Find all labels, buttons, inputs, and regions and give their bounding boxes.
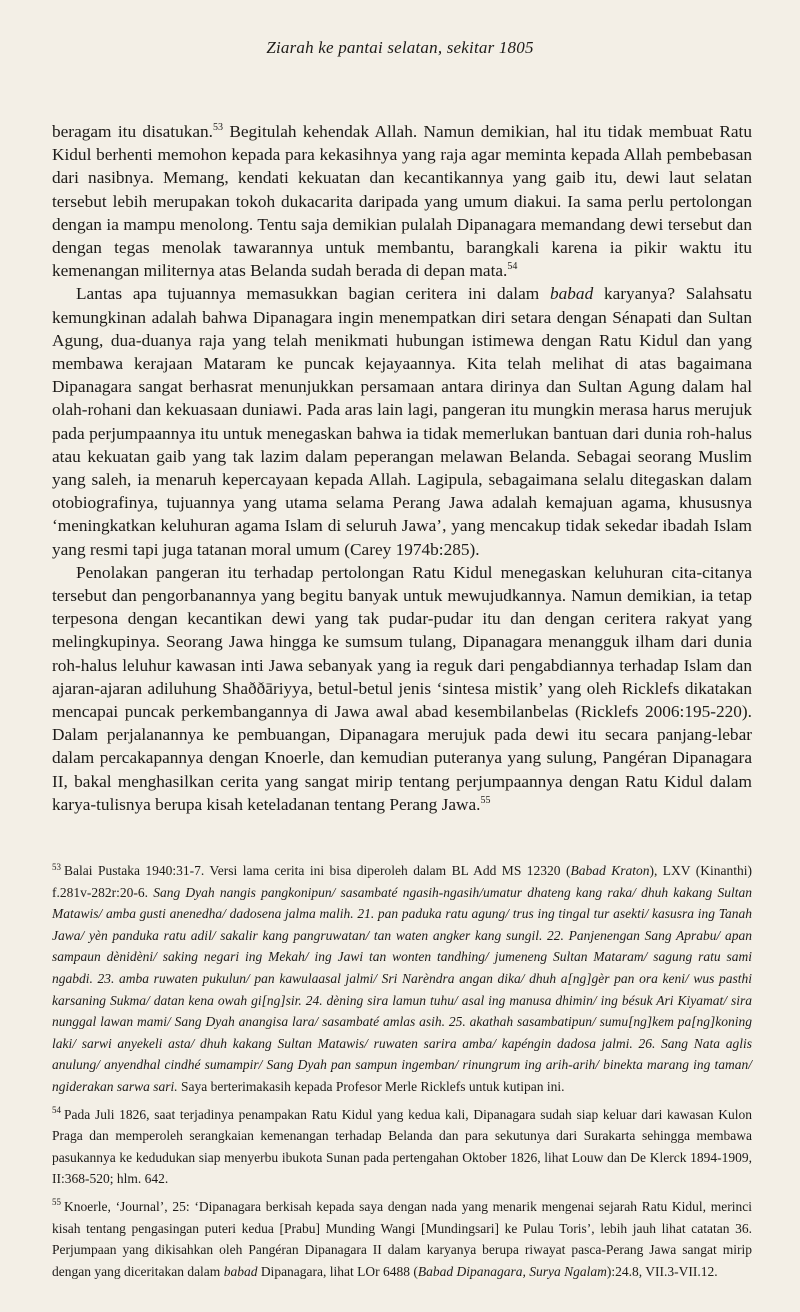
- text-run: Dipanagara, lihat LOr 6488 (: [257, 1263, 418, 1279]
- footnote: [52, 860, 752, 1098]
- footnote-ref: 54: [507, 261, 518, 273]
- paragraph: [52, 561, 752, 816]
- footnote: [52, 1104, 752, 1190]
- text-run: beragam itu disatukan.: [52, 122, 213, 141]
- footnote-number: 53: [52, 861, 61, 872]
- paragraph: [52, 120, 752, 282]
- paragraph: [52, 282, 752, 560]
- text-run: Begitulah kehendak Allah. Namun demikian, hal itu tidak membuat Ratu Kidul berhenti memohon kepada para kekasihnya yang raja agar meminta kepada Allah pembebasan dari nasibnya. Memang, kendati kekuatan dan kecantikannya yang gaib itu, dewi laut selatan tersebut lebih merupakan tokoh dukacarita daripada yang umum diakui. Ia sama perlu pertolongan dengan ia mampu menolong. Tentu saja demikian pulalah Dipanagara memandang dewi tersebut dan dengan tegas menolak tawarannya untuk membantu, barangkali karena ia pikir waktu itu kemenangan militernya atas Belanda sudah berada di depan mata.: [52, 122, 752, 281]
- footnote: [52, 1196, 752, 1282]
- text-run: Knoerle, ‘Journal’, 25: ‘Dipanagara berkisah kepada saya dengan nada yang menarik mengenai sejarah Ratu Kidul, merinci kisah tentang pengasingan puteri kedua [Prabu] Munding Wangi [Mundingsari] ke Pulau Toris’, lebih jauh lihat catatan 36. Perjumpaan yang dikisahkan oleh Pangéran Dipanagara II dalam karyanya berupa riwayat pasca-Perang Jawa sangat mirip dengan yang diceritakan dalam: [52, 1198, 752, 1279]
- running-head: Ziarah ke pantai selatan, sekitar 1805: [266, 38, 534, 57]
- body-text: [52, 120, 752, 816]
- italic-text: babad: [550, 284, 594, 304]
- footnote-number: 55: [52, 1197, 61, 1208]
- text-run: Balai Pustaka 1940:31-7. Versi lama cerita ini bisa diperoleh dalam BL Add MS 12320 (: [64, 863, 571, 878]
- text-run: ):24.8, VII.3-VII.12.: [606, 1263, 718, 1279]
- italic-text: Babad Kraton: [570, 863, 650, 878]
- italic-text: Babad Dipanagara, Surya Ngalam: [417, 1263, 607, 1279]
- italic-text: babad: [223, 1263, 258, 1279]
- italic-text: Sang Dyah nangis pangkonipun/ sasambaté ngasih-ngasih/umatur dhateng kang raka/ dhuh kakang Sultan Matawis/ amba gusti anenedha/ dadosena jalma malih. 21. pan paduka ratu agung/ trus ing tingal tur asekti/ kasusra ing Tanah Jawa/ yèn panduka ratu adil/ sakalir kang pangruwatan/ tan waten angker kang sungil. 22. Panjenengan Sang Aprabu/ apan sampaun dènidèni/ saking negari ing Mekah/ ing Jawi tan wonten tandhing/ jumeneng Sultan Mataram/ sagung ratu sami ngabdi. 23. amba ruwaten pukulun/ pan kawulaasal jalmi/ Sri Narèndra angan dika/ dhuh a[ng]gèr pan ora keni/ wus pasthi karsaning Sukma/ datan kena owah gi[ng]sir. 24. dèning sira lamun tuhu/ asal ing manusa dhimin/ ing bésuk Ari Kiyamat/ sira nunggal lawan mami/ Sang Dyah anangisa lara/ sasambaté amlas asih. 25. akathah sasambatipun/ sumu[ng]kem pa[ng]koning laki/ sarwi anyekeli asta/ dhuh kakang Sultan Matawis/ ruwaten sarira amba/ kapéngin dadosa jalmi. 26. Sang Nata aglis anulung/ anyendhal cindhé sumampir/ Sang Dyah pan sampun ingemban/ rinungrum ing arih-arih/ binekta marang ing taman/ ngiderakan sarwa sari.: [52, 884, 753, 1094]
- text-run: Lantas apa tujuannya memasukkan bagian ceritera ini dalam: [76, 284, 550, 304]
- footnote-number: 54: [52, 1105, 61, 1116]
- text-run: ), LXV (Kinanthi) f.281v-282r:20-6.: [52, 863, 752, 900]
- footnotes: [52, 860, 752, 1288]
- text-run: Saya berterimakasih kepada Profesor Merle Ricklefs untuk kutipan ini.: [177, 1078, 565, 1094]
- text-run: Penolakan pangeran itu terhadap pertolongan Ratu Kidul menegaskan keluhuran cita-citanya tersebut dan pengorbanannya yang begitu banyak untuk mewujudkannya. Namun demikian, ia tetap terpesona dengan kecantikan dewi yang tak pudar-pudar itu dan dengan ceritera rakyat yang melingkupinya. Seorang Jawa hingga ke sumsum tulang, Dipanagara menangguk ilham dari dunia roh-halus leluhur kawasan inti Jawa sebanyak yang ia reguk dari pengabdiannya terhadap Islam dan ajaran-ajaran adiluhung Shaððāriyya, betul-betul jenis ‘sintesa mistik’ yang oleh Ricklefs dikatakan mencapai puncak perkembangannya di Jawa awal abad kesembilanbelas (Ricklefs 2006:195-220). Dalam perjalanannya ke pembuangan, Dipanagara merujuk pada dewi itu secara panjang-lebar dalam percakapannya dengan Knoerle, dan kemudian puteranya yang sulung, Pangéran Dipanagara II, bakal menghasilkan cerita yang sangat mirip tentang perjumpaannya dengan Ratu Kidul dalam karya-tulisnya berupa kisah keteladanan tentang Perang Jawa.: [52, 562, 752, 814]
- text-run: karyanya? Salahsatu kemungkinan adalah bahwa Dipanagara ingin menempatkan diri setara dengan Sénapati dan Sultan Agung, dua-duanya raja yang telah menikmati hubungan istimewa dengan Ratu Kidul dan yang membawa kerajaan Mataram ke puncak kejayaannya. Kita telah melihat di atas bagaimana Dipanagara sangat berhasrat menunjukkan persamaan antara dirinya dan Sultan Agung dalam hal olah-rohani dan kekuasaan duniawi. Pada aras lain lagi, pangeran itu mungkin merasa harus merujuk pada perjumpaannya itu untuk menegaskan bahwa ia tidak memerlukan bantuan dari dunia roh-halus atau kekuatan gaib yang tak lazim dalam peperangan melawan Belanda. Sebagai seorang Muslim yang saleh, ia menaruh kepercayaan kepada Allah. Lagipula, sebagaimana selalu ditegaskan dalam otobiografinya, tujuannya yang utama selama Perang Jawa adalah kemajuan agama, khususnya ‘meningkatkan keluhuran agama Islam di seluruh Jawa’, yang mencakup tidak sekedar ibadah Islam yang resmi tapi juga tatanan moral umum (Carey 1974b:285).: [52, 284, 753, 559]
- text-run: Pada Juli 1826, saat terjadinya penampakan Ratu Kidul yang kedua kali, Dipanagara sudah siap keluar dari kawasan Kulon Praga dan memperoleh serangkaian kemenangan terhadap Belanda dan para sekutunya dari Surakarta sehingga membawa pasukannya ke kedudukan siap menyerbu ibukota Sunan pada pertengahan Oktober 1826, lihat Louw dan De Klerck 1894-1909, II:368-520; hlm. 642.: [52, 1106, 752, 1187]
- footnote-ref: 55: [480, 795, 491, 807]
- footnote-ref: 53: [212, 122, 223, 134]
